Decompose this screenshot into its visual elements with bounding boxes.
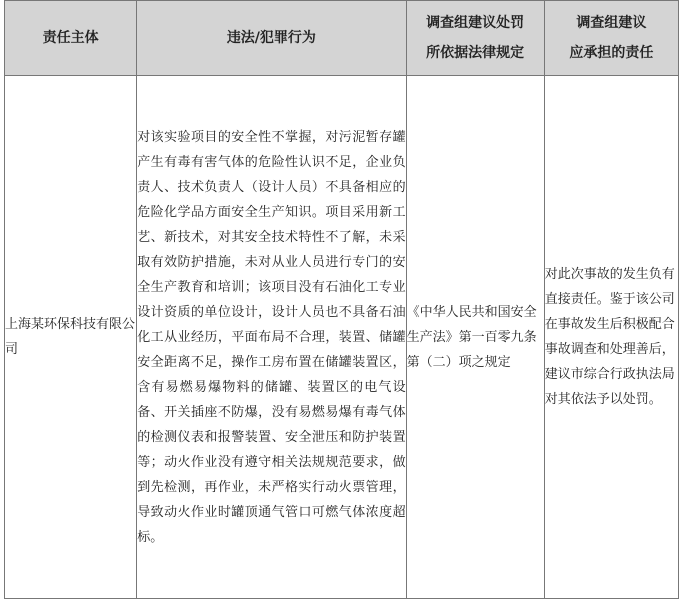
header-entity: 责任主体	[5, 1, 137, 76]
responsibility-table	[4, 0, 679, 599]
cell-entity: 上海某环保科技有限公司	[5, 76, 137, 599]
header-duty-line-1: 调查组建议	[576, 15, 647, 31]
cell-duty: 对此次事故的发生负有直接责任。鉴于该公司在事故发生后积极配合事故调查和处理善后，建议市综合行政执法局对其依法予以处罚。	[544, 76, 678, 599]
header-duty-line-2: 应承担的责任	[569, 45, 654, 61]
header-law	[406, 1, 544, 76]
table-header-row	[5, 1, 679, 76]
header-duty	[544, 1, 678, 76]
cell-law: 《中华人民共和国安全生产法》第一百零九条第（二）项之规定	[406, 76, 544, 599]
header-behavior: 违法/犯罪行为	[137, 1, 406, 76]
header-law-line-1: 调查组建议处罚	[426, 15, 525, 31]
header-law-line-2: 所依据法律规定	[426, 45, 525, 61]
table-row	[5, 76, 679, 599]
cell-behavior: 对该实验项目的安全性不掌握，对污泥暂存罐产生有毒有害气体的危险性认识不足，企业负责人、技术负责人（设计人员）不具备相应的危险化学品方面安全生产知识。项目采用新工艺、新技术，对其安全技术特性不了解，未采取有效防护措施，未对从业人员进行专门的安全生产教育和培训；该项目没有石油化工专业设计资质的单位设计，设计人员也不具备石油化工从业经历，平面布局不合理，装置、储罐安全距离不足，操作工房布置在储罐装置区，含有易燃易爆物料的储罐、装置区的电气设备、开关插座不防爆，没有易燃易爆有毒气体的检测仪表和报警装置、安全泄压和防护装置等；动火作业没有遵守相关法规规范要求，做到先检测，再作业，未严格实行动火票管理，导致动火作业时罐顶通气管口可燃气体浓度超标。	[137, 76, 406, 599]
